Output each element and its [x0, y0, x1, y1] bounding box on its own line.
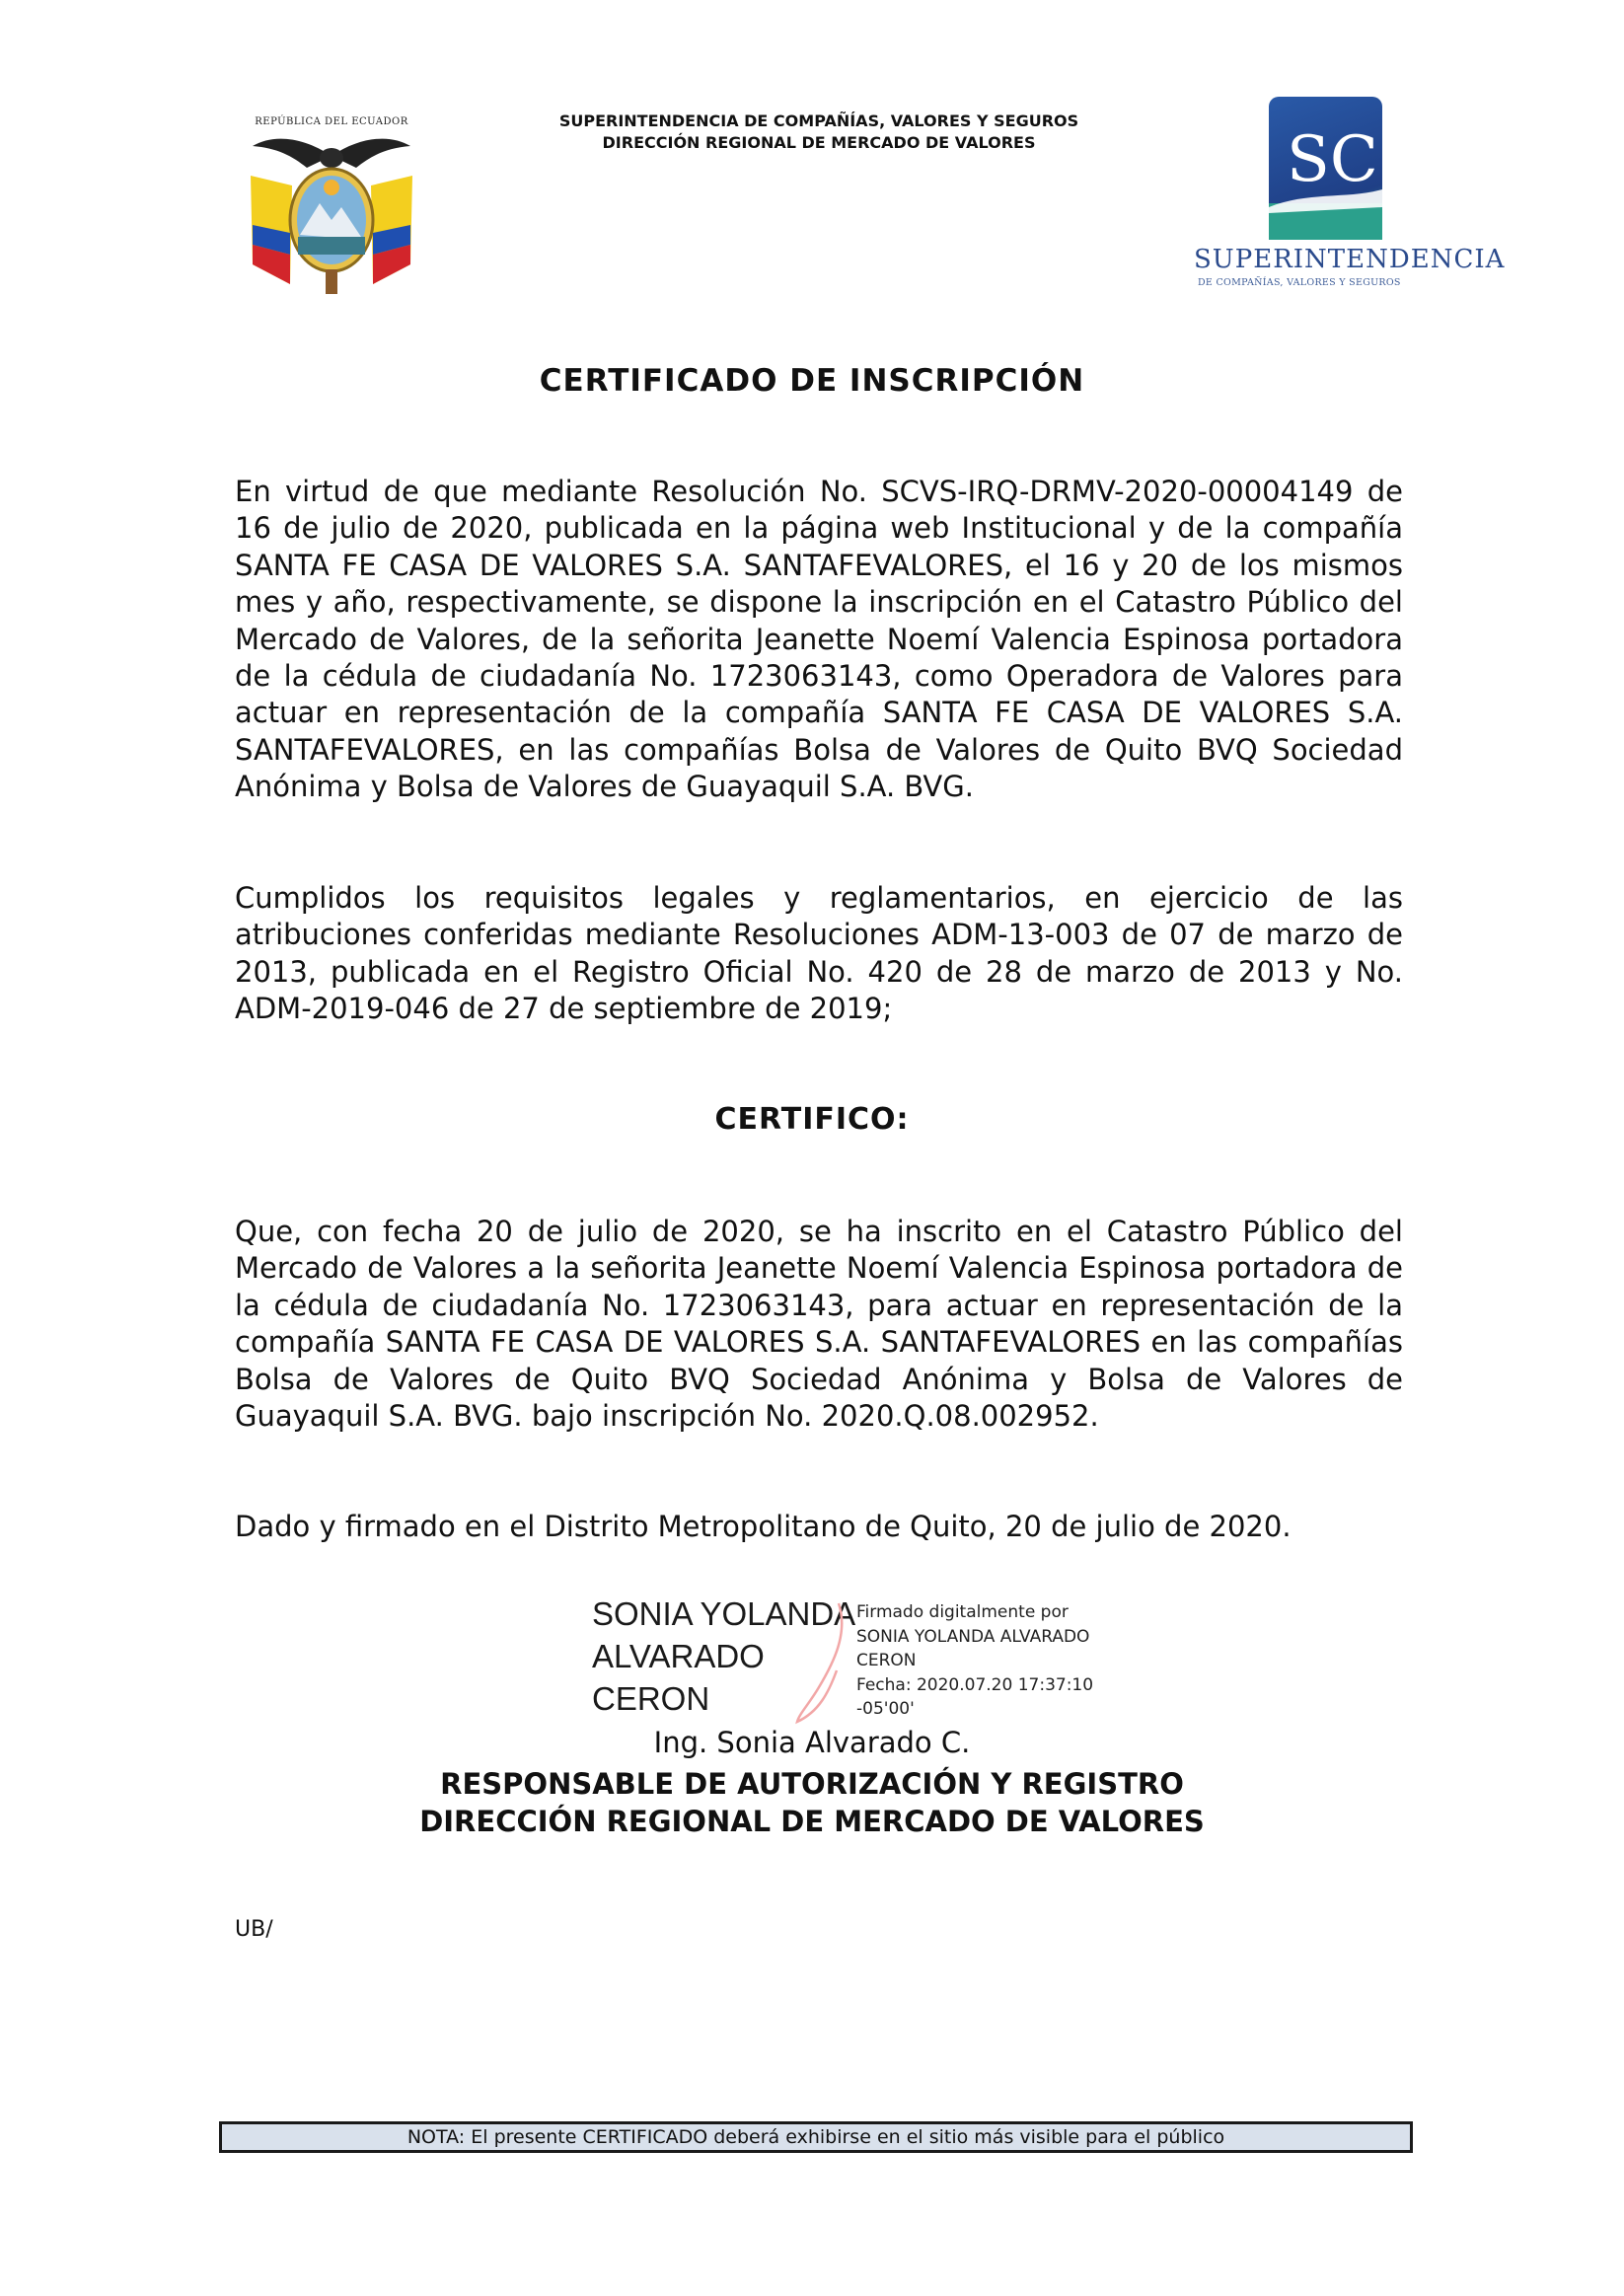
signer-name: Ing. Sonia Alvarado C. [653, 1726, 971, 1759]
signer-role [0, 1765, 1624, 1840]
superintendencia-logo [1180, 97, 1506, 294]
signature-detail-line: Firmado digitalmente por [856, 1602, 1069, 1622]
digital-signature-details [856, 1600, 1123, 1722]
institution-name: SUPERINTENDENCIA DE COMPAÑÍAS, VALORES Y SEGUROS [558, 111, 1079, 130]
coat-of-arms-label: REPÚBLICA DEL ECUADOR [255, 116, 408, 127]
certifico-heading: CERTIFICO: [714, 1102, 910, 1137]
sc-logo-wordmark: SUPERINTENDENCIA [1194, 245, 1506, 274]
paragraph-requirements: Cumplidos los requisitos legales y reglamentarios, en ejercicio de las atribuciones conferidas mediante Resoluciones ADM-13-003 de 07 de marzo de 2013, publicada en el Registro Oficial No. 420 de 28 de marzo de 2013 y No. ADM-2019-046 de 27 de septiembre de 2019; [235, 881, 1403, 1026]
institution-header [474, 111, 1164, 154]
institution-division: DIRECCIÓN REGIONAL DE MERCADO DE VALORES [602, 133, 1036, 152]
author-initials: UB/ [235, 1917, 273, 1942]
coat-of-arms-emblem [233, 116, 430, 304]
signature-detail-line: SONIA YOLANDA ALVARADO [856, 1626, 1090, 1647]
sc-logo-icon [1269, 97, 1382, 240]
sc-logo-subtitle: DE COMPAÑÍAS, VALORES Y SEGUROS [1198, 277, 1401, 288]
signature-detail-line: CERON [856, 1651, 917, 1670]
signature-name-line: SONIA YOLANDA [592, 1595, 856, 1632]
signer-role-line: DIRECCIÓN REGIONAL DE MERCADO DE VALORES [419, 1805, 1205, 1838]
paragraph-signed-place-date: Dado y firmado en el Distrito Metropolitano de Quito, 20 de julio de 2020. [235, 1510, 1292, 1543]
signature-detail-line: Fecha: 2020.07.20 17:37:10 [856, 1674, 1094, 1695]
sc-logo-mark [1269, 97, 1382, 240]
nota-box: NOTA: El presente CERTIFICADO deberá exhibirse en el sitio más visible para el público [219, 2121, 1413, 2153]
signature-name-line: CERON [592, 1680, 710, 1717]
signer-role-line: RESPONSABLE DE AUTORIZACIÓN Y REGISTRO [440, 1767, 1184, 1801]
signature-detail-line: -05'00' [856, 1699, 915, 1719]
coat-of-arms-icon [233, 116, 430, 304]
sc-logo-letters: SC [1287, 123, 1378, 196]
document-title: CERTIFICADO DE INSCRIPCIÓN [539, 363, 1085, 399]
signature-stroke-icon [779, 1593, 868, 1732]
signature-name-line: ALVARADO [592, 1638, 765, 1674]
paragraph-certification: Que, con fecha 20 de julio de 2020, se ha inscrito en el Catastro Público del Mercado de Valores a la señorita Jeanette Noemí Valencia Espinosa portadora de la cédula de ciudadanía No. 1723063143, para actuar en representación de la compañía SANTA FE CASA DE VALORES S.A. SANTAFEVALORES en las compañías Bolsa de Valores de Quito BVQ Sociedad Anónima y Bolsa de Valores de Guayaquil S.A. BVG. bajo inscripción No. 2020.Q.08.002952. [235, 1215, 1403, 1434]
paragraph-resolution: En virtud de que mediante Resolución No. SCVS-IRQ-DRMV-2020-00004149 de 16 de julio de 2020, publicada en la página web Institucional y de la compañía SANTA FE CASA DE VALORES S.A. SANTAFEVALORES, el 16 y 20 de los mismos mes y año, respectivamente, se dispone la inscripción en el Catastro Público del Mercado de Valores, de la señorita Jeanette Noemí Valencia Espinosa portadora de la cédula de ciudadanía No. 1723063143, como Operadora de Valores para actuar en representación de la compañía SANTA FE CASA DE VALORES S.A. SANTAFEVALORES, en las compañías Bolsa de Valores de Quito BVQ Sociedad Anónima y Bolsa de Valores de Guayaquil S.A. BVG. [235, 475, 1403, 804]
